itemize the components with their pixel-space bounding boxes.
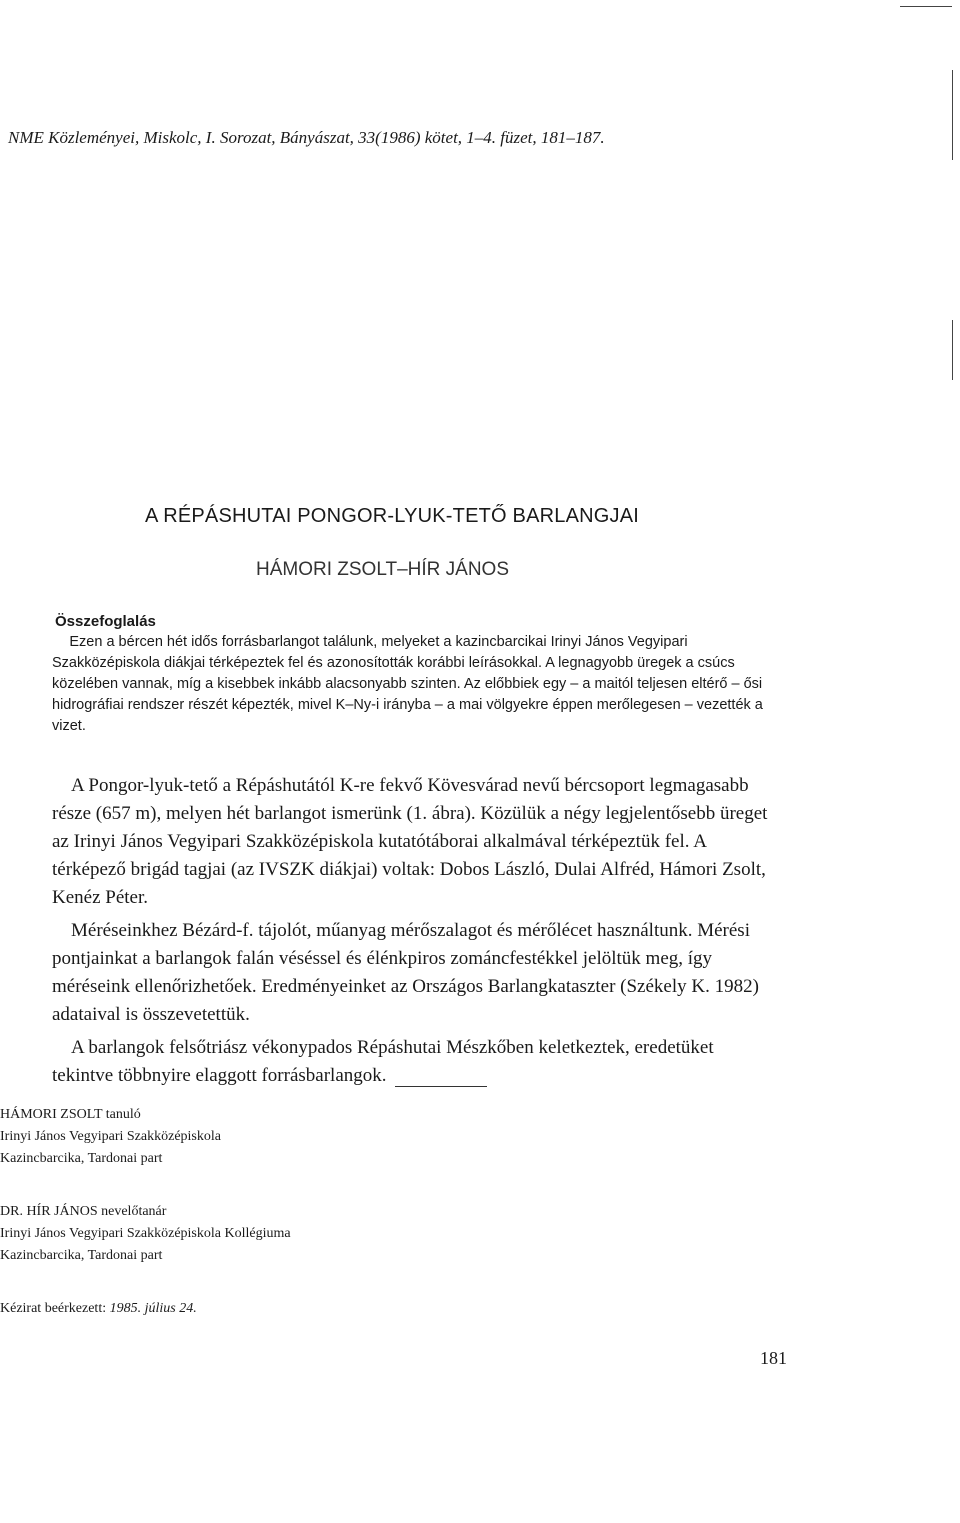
- body-text: [52, 772, 777, 1090]
- affiliation-address: Kazincbarcika, Tardonai part: [0, 1248, 163, 1263]
- affiliation-name: DR. HÍR JÁNOS nevelőtanár: [0, 1204, 167, 1219]
- top-edge-line: [900, 6, 952, 7]
- received-date: 1985. július 24.: [109, 1301, 197, 1316]
- author-affiliation: [0, 1201, 291, 1267]
- abstract-text: Ezen a bércen hét idős forrásbarlangot találunk, melyeket a kazincbarcikai Irinyi János Vegyipari Szakközépiskola diákjai térképeztek fel és azonosították korábbi leírásokkal. A legnagyobb üregek a csúcs közelében vannak, míg a kisebbek inkább alacsonyabb szinten. Az előbbiek egy – a maitól teljesen eltérő – ősi hidrográfiai rendszer részét képezték, mivel K–Ny-i irányba – a mai völgyekre éppen merőlegesen – vezették a vizet.: [52, 634, 763, 734]
- article-authors: HÁMORI ZSOLT–HÍR JÁNOS: [256, 559, 510, 580]
- footnote-rule: [395, 1086, 487, 1087]
- author-affiliation: [0, 1104, 221, 1170]
- manuscript-received: [0, 1301, 197, 1317]
- affiliation-school: Irinyi János Vegyipari Szakközépiskola Kollégiuma: [0, 1226, 291, 1241]
- abstract-heading: Összefoglalás: [55, 613, 156, 630]
- affiliation-name: HÁMORI ZSOLT tanuló: [0, 1107, 141, 1122]
- abstract: [52, 632, 780, 737]
- body-paragraph: A Pongor-lyuk-tető a Répáshutától K-re fekvő Kövesvárad nevű bércsoport legmagasabb része (657 m), melyen hét barlangot ismerünk (1. ábra). Közülük a négy legjelentősebb üreget az Irinyi János Vegyipari Szakközépiskola kutatótáborai alkalmával térképeztük fel. A térképező brigád tagjai (az IVSZK diákjai) voltak: Dobos László, Dulai Alfréd, Hámori Zsolt, Kenéz Péter.: [52, 775, 768, 908]
- page-number: 181: [760, 1348, 787, 1368]
- received-label: Kézirat beérkezett:: [0, 1301, 107, 1316]
- right-edge-line-lower: [952, 320, 953, 380]
- journal-reference: NME Közleményei, Miskolc, I. Sorozat, Bányászat, 33(1986) kötet, 1–4. füzet, 181–187.: [8, 128, 605, 147]
- body-paragraph: A barlangok felsőtriász vékonypados Répáshutai Mészkőben keletkeztek, eredetüket tekintve többnyire elaggott forrásbarlangok.: [52, 1037, 714, 1086]
- article-title: A RÉPÁSHUTAI PONGOR-LYUK-TETŐ BARLANGJAI: [145, 505, 640, 527]
- right-edge-line: [952, 70, 953, 160]
- affiliation-school: Irinyi János Vegyipari Szakközépiskola: [0, 1129, 221, 1144]
- affiliation-address: Kazincbarcika, Tardonai part: [0, 1151, 163, 1166]
- body-paragraph: Méréseinkhez Bézárd-f. tájolót, műanyag mérőszalagot és mérőlécet használtunk. Mérési pontjainkat a barlangok falán véséssel és élénkpiros zománcfestékkel jelöltük meg, így méréseink ellenőrizhetőek. Eredményeinket az Országos Barlangkataszter (Székely K. 1982) adataival is összevetettük.: [52, 920, 759, 1025]
